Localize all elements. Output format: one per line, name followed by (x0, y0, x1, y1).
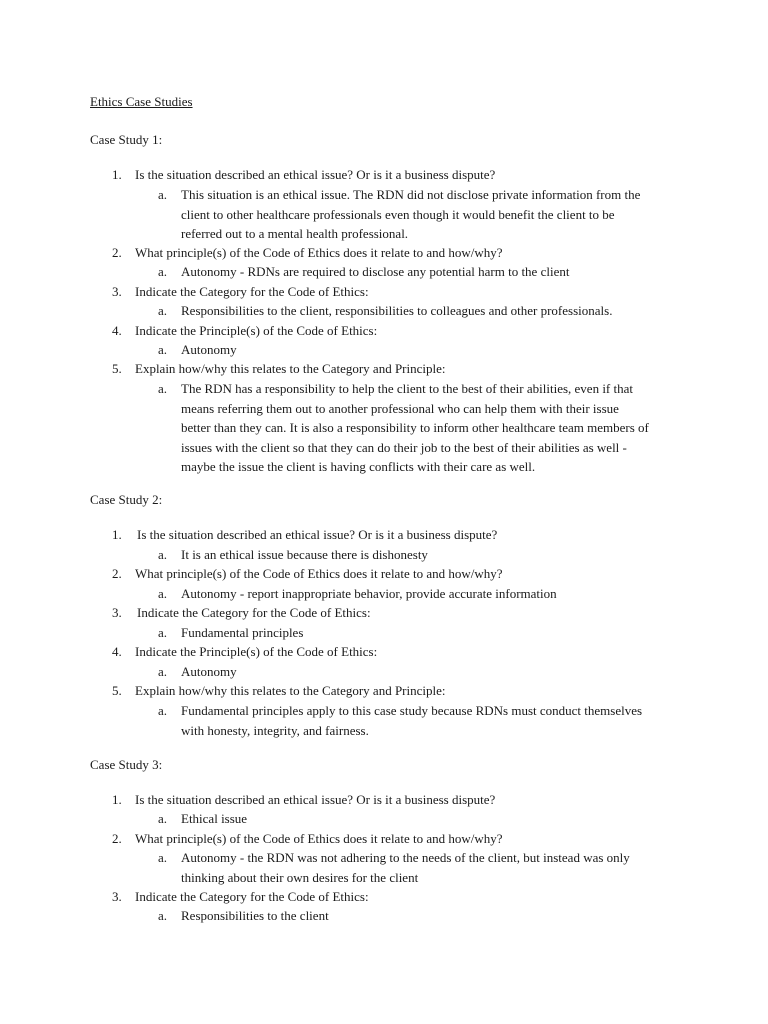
question-text: What principle(s) of the Code of Ethics does it relate to and how/why? (135, 566, 503, 581)
case-study-1-heading: Case Study 1: (90, 132, 163, 147)
question-text: Is the situation described an ethical issue? Or is it a business dispute? (135, 792, 496, 807)
answer-text (181, 584, 686, 604)
question-text: Is the situation described an ethical issue? Or is it a business dispute? (135, 167, 496, 182)
answer-marker: a. (158, 664, 168, 679)
answer-marker: a. (158, 264, 168, 279)
case-study-3-heading: Case Study 3: (90, 757, 163, 772)
question-text: Explain how/why this relates to the Category and Principle: (135, 361, 446, 376)
answer-marker: a. (158, 908, 168, 923)
answer-text (181, 340, 686, 360)
question-number: 3. (112, 605, 122, 620)
question-number: 2. (112, 245, 122, 260)
question-number: 1. (112, 527, 122, 542)
answer-marker: a. (158, 850, 168, 865)
answer-text (181, 185, 686, 244)
question-text: Indicate the Principle(s) of the Code of Ethics: (135, 644, 378, 659)
question-text: Explain how/why this relates to the Category and Principle: (135, 683, 446, 698)
question-number: 5. (112, 361, 122, 376)
question-text: Is the situation described an ethical issue? Or is it a business dispute? (137, 527, 498, 542)
answer-marker: a. (158, 811, 168, 826)
answer-text (181, 301, 686, 321)
question-text: Indicate the Category for the Code of Ethics: (135, 284, 369, 299)
answer-line: Autonomy - report inappropriate behavior, provide accurate information (181, 586, 557, 601)
question-number: 2. (112, 831, 122, 846)
question-text: What principle(s) of the Code of Ethics does it relate to and how/why? (135, 245, 503, 260)
question-text: What principle(s) of the Code of Ethics does it relate to and how/why? (135, 831, 503, 846)
answer-line: issues with the client so that they can do their job to the best of their abilities as well - (181, 439, 627, 455)
answer-text (181, 623, 686, 643)
answer-marker: a. (158, 625, 168, 640)
answer-marker: a. (158, 187, 168, 202)
answer-line: better than they can. It is also a responsibility to inform other healthcare team members of (181, 420, 649, 435)
answer-text (181, 662, 686, 682)
document-title: Ethics Case Studies (90, 94, 193, 109)
answer-marker: a. (158, 547, 168, 562)
answer-marker: a. (158, 303, 168, 318)
answer-marker: a. (158, 703, 168, 718)
answer-line: Autonomy (181, 664, 237, 679)
question-number: 4. (112, 323, 122, 338)
question-number: 3. (112, 284, 122, 299)
answer-line: Responsibilities to the client (181, 908, 329, 923)
answer-line: Fundamental principles apply to this case study because RDNs must conduct themselves (181, 703, 643, 718)
answer-line: with honesty, integrity, and fairness. (181, 722, 369, 738)
question-number: 1. (112, 167, 122, 182)
case-study-2-heading: Case Study 2: (90, 492, 163, 507)
answer-marker: a. (158, 381, 168, 396)
answer-text (181, 906, 686, 926)
answer-line: means referring them out to another professional who can help them with their issue (181, 400, 619, 416)
answer-marker: a. (158, 342, 168, 357)
answer-line: Fundamental principles (181, 625, 304, 640)
question-number: 5. (112, 683, 122, 698)
answer-line: client to other healthcare professionals even though it would benefit the client to be (181, 206, 615, 222)
answer-text (181, 379, 686, 477)
answer-text (181, 809, 686, 829)
question-number: 3. (112, 889, 122, 904)
answer-line: maybe the issue the client is having conflicts with their care as well. (181, 459, 536, 474)
answer-line: Autonomy - RDNs are required to disclose any potential harm to the client (181, 264, 570, 279)
answer-line: The RDN has a responsibility to help the client to the best of their abilities, even if that (181, 381, 634, 396)
answer-marker: a. (158, 586, 168, 601)
answer-line: Autonomy (181, 342, 237, 357)
answer-line: referred out to a mental health professional. (181, 226, 409, 241)
answer-line: Autonomy - the RDN was not adhering to the needs of the client, but instead was only (181, 850, 630, 865)
answer-text (181, 848, 686, 887)
answer-text (181, 701, 686, 740)
answer-text (181, 262, 686, 282)
answer-line: This situation is an ethical issue. The RDN did not disclose private information from the (181, 187, 641, 202)
answer-line: Responsibilities to the client, responsibilities to colleagues and other professionals. (181, 303, 613, 318)
answer-line: Ethical issue (181, 811, 248, 826)
question-text: Indicate the Principle(s) of the Code of Ethics: (135, 323, 378, 338)
answer-text (181, 545, 686, 565)
question-number: 2. (112, 566, 122, 581)
question-text: Indicate the Category for the Code of Ethics: (137, 605, 371, 620)
answer-line: thinking about their own desires for the client (181, 869, 419, 885)
answer-line: It is an ethical issue because there is dishonesty (181, 547, 428, 562)
question-number: 1. (112, 792, 122, 807)
question-text: Indicate the Category for the Code of Ethics: (135, 889, 369, 904)
question-number: 4. (112, 644, 122, 659)
